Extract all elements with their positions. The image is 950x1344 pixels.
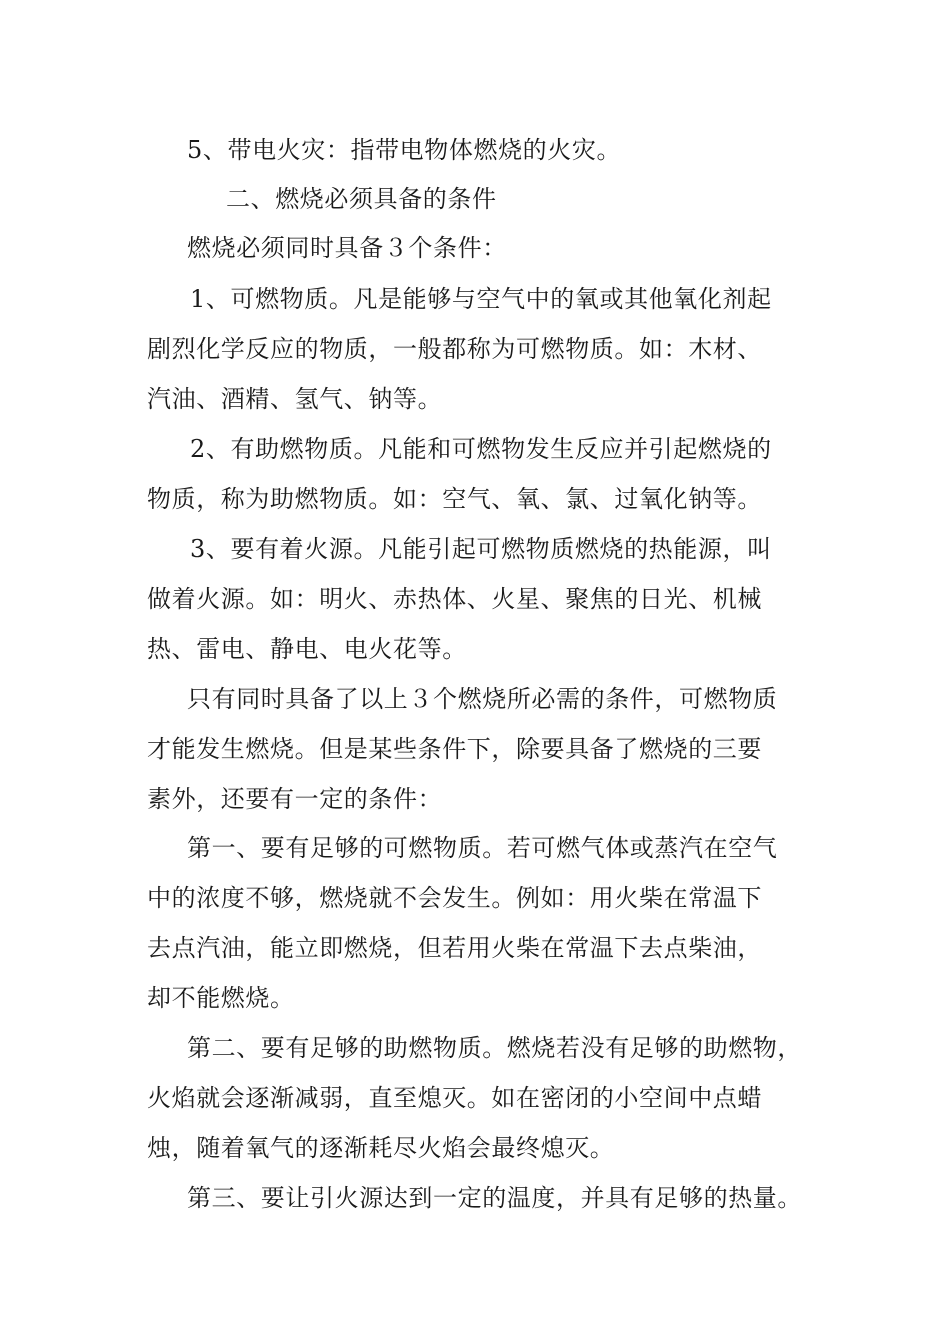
section-heading: 二、燃烧必须具备的条件 bbox=[226, 185, 497, 213]
paragraph-line: 1、可燃物质。凡是能够与空气中的氧或其他氧化剂起 bbox=[190, 285, 772, 313]
paragraph-line: 素外，还要有一定的条件： bbox=[147, 785, 443, 813]
paragraph-line: 中的浓度不够，燃烧就不会发生。例如：用火柴在常温下 bbox=[147, 884, 762, 912]
paragraph-line: 第一、要有足够的可燃物质。若可燃气体或蒸汽在空气 bbox=[187, 834, 778, 862]
paragraph-line: 烛，随着氧气的逐渐耗尽火焰会最终熄灭。 bbox=[147, 1134, 615, 1162]
paragraph-line: 去点汽油，能立即燃烧，但若用火柴在常温下去点柴油， bbox=[147, 934, 762, 962]
paragraph-line: 物质，称为助燃物质。如：空气、氧、氯、过氧化钠等。 bbox=[147, 485, 762, 513]
paragraph-line: 却不能燃烧。 bbox=[147, 984, 295, 1012]
paragraph-line: 做着火源。如：明火、赤热体、火星、聚焦的日光、机械 bbox=[147, 585, 762, 613]
paragraph-line: 5、带电火灾：指带电物体燃烧的火灾。 bbox=[187, 136, 622, 164]
paragraph-line: 火焰就会逐渐减弱，直至熄灭。如在密闭的小空间中点蜡 bbox=[147, 1084, 762, 1112]
paragraph-line: 剧烈化学反应的物质，一般都称为可燃物质。如：木材、 bbox=[147, 335, 762, 363]
paragraph-line: 2、有助燃物质。凡能和可燃物发生反应并引起燃烧的 bbox=[190, 435, 772, 463]
paragraph-line: 热、雷电、静电、电火花等。 bbox=[147, 635, 467, 663]
paragraph-line: 只有同时具备了以上３个燃烧所必需的条件，可燃物质 bbox=[187, 685, 778, 713]
paragraph-line: 燃烧必须同时具备３个条件： bbox=[187, 234, 507, 262]
paragraph-line: 3、要有着火源。凡能引起可燃物质燃烧的热能源，叫 bbox=[190, 535, 772, 563]
paragraph-line: 第二、要有足够的助燃物质。燃烧若没有足够的助燃物， bbox=[187, 1034, 802, 1062]
paragraph-line: 第三、要让引火源达到一定的温度，并具有足够的热量。 bbox=[187, 1184, 802, 1212]
paragraph-line: 汽油、酒精、氢气、钠等。 bbox=[147, 385, 443, 413]
paragraph-line: 才能发生燃烧。但是某些条件下，除要具备了燃烧的三要 bbox=[147, 735, 762, 763]
